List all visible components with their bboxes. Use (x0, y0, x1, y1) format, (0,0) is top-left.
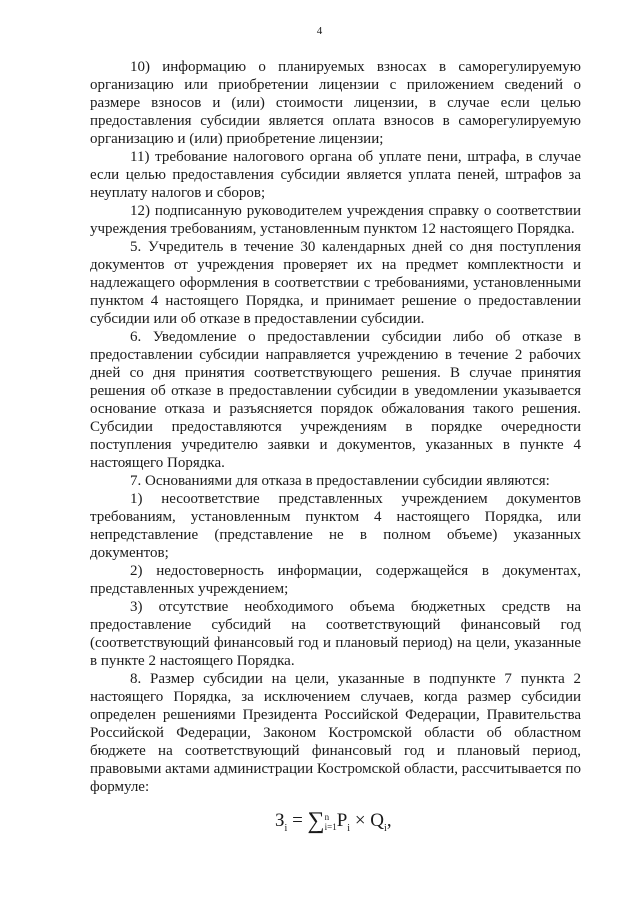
summation-upper: n (324, 812, 330, 822)
formula-lhs-sub: i (284, 822, 288, 834)
formula-p: P (336, 810, 348, 831)
formula-times: × (350, 810, 371, 831)
summation-symbol: ∑ (307, 808, 325, 834)
paragraph-section-8: 8. Размер субсидии на цели, указанные в подпункте 7 пункта 2 настоящего Порядка, за исключением случаев, когда размер субсидии определен решениями Президента Российской Федерации, Правительства Российской Федерации, Законом Костромской области об областном бюджете на соответствующий финансовый год и плановый период, правовыми актами администрации Костромской области, рассчитывается по формуле: (90, 671, 581, 795)
paragraph-item-10: 10) информацию о планируемых взносах в саморегулируемую организацию или приобретении лицензии с приложением сведений о размере взносов и (или) стоимости лицензии, в случае если целью предоставления субсидии является оплата взносов в саморегулируемую организацию и (или) приобретение лицензии; (90, 59, 581, 147)
paragraph-refusal-2: 2) недостоверность информации, содержащейся в документах, представленных учреждением; (90, 563, 581, 597)
paragraph-item-12: 12) подписанную руководителем учреждения справку о соответствии учреждения требованиям, установленным пунктом 12 настоящего Порядка. (90, 203, 581, 237)
formula-p-sub: i (347, 822, 351, 834)
summation-lower: i=1 (324, 822, 337, 832)
paragraph-refusal-1: 1) несоответствие представленных учреждением документов требованиям, установленным пунктом 4 настоящего Порядка, или непредставление (представление не в полном объеме) указанных документов; (90, 491, 581, 561)
summation-limits (325, 812, 337, 832)
document-body (90, 58, 581, 796)
formula-lhs: З (275, 810, 285, 831)
paragraph-item-11: 11) требование налогового органа об уплате пени, штрафа, в случае если целью предоставления субсидии является уплата пеней, штрафов за неуплату налогов и сборов; (90, 149, 581, 201)
page-number: 4 (316, 25, 323, 37)
formula-equals: = (287, 810, 308, 831)
formula-tail: , (386, 810, 392, 831)
paragraph-section-6: 6. Уведомление о предоставлении субсидии либо об отказе в предоставлении субсидии направляется учреждению в течение 2 рабочих дней со дня принятия соответствующего решения. В случае принятия решения об отказе в предоставлении субсидии в уведомлении указывается основание отказа и разъясняется порядок обжалования такого решения. Субсидии предоставляются учреждениям в порядке очередности поступления учредителю заявки и документов, указанных в пункте 4 настоящего Порядка. (90, 329, 581, 471)
subsidy-formula (275, 808, 392, 835)
paragraph-section-7: 7. Основаниями для отказа в предоставлении субсидии являются: (130, 473, 550, 489)
paragraph-refusal-3: 3) отсутствие необходимого объема бюджетных средств на предоставление субсидий на соответствующий финансовый год (соответствующий финансовый год и плановый период) на цели, указанные в пункте 2 настоящего Порядка. (90, 599, 581, 669)
paragraph-section-5: 5. Учредитель в течение 30 календарных дней со дня поступления документов от учреждения проверяет их на предмет комплектности и надлежащего оформления в соответствии с требованиями, установленными пунктом 4 настоящего Порядка, и принимает решение о предоставлении субсидии или об отказе в предоставлении субсидии. (90, 239, 581, 327)
formula-q-sub: i (384, 822, 387, 834)
formula-q: Q (370, 810, 385, 831)
